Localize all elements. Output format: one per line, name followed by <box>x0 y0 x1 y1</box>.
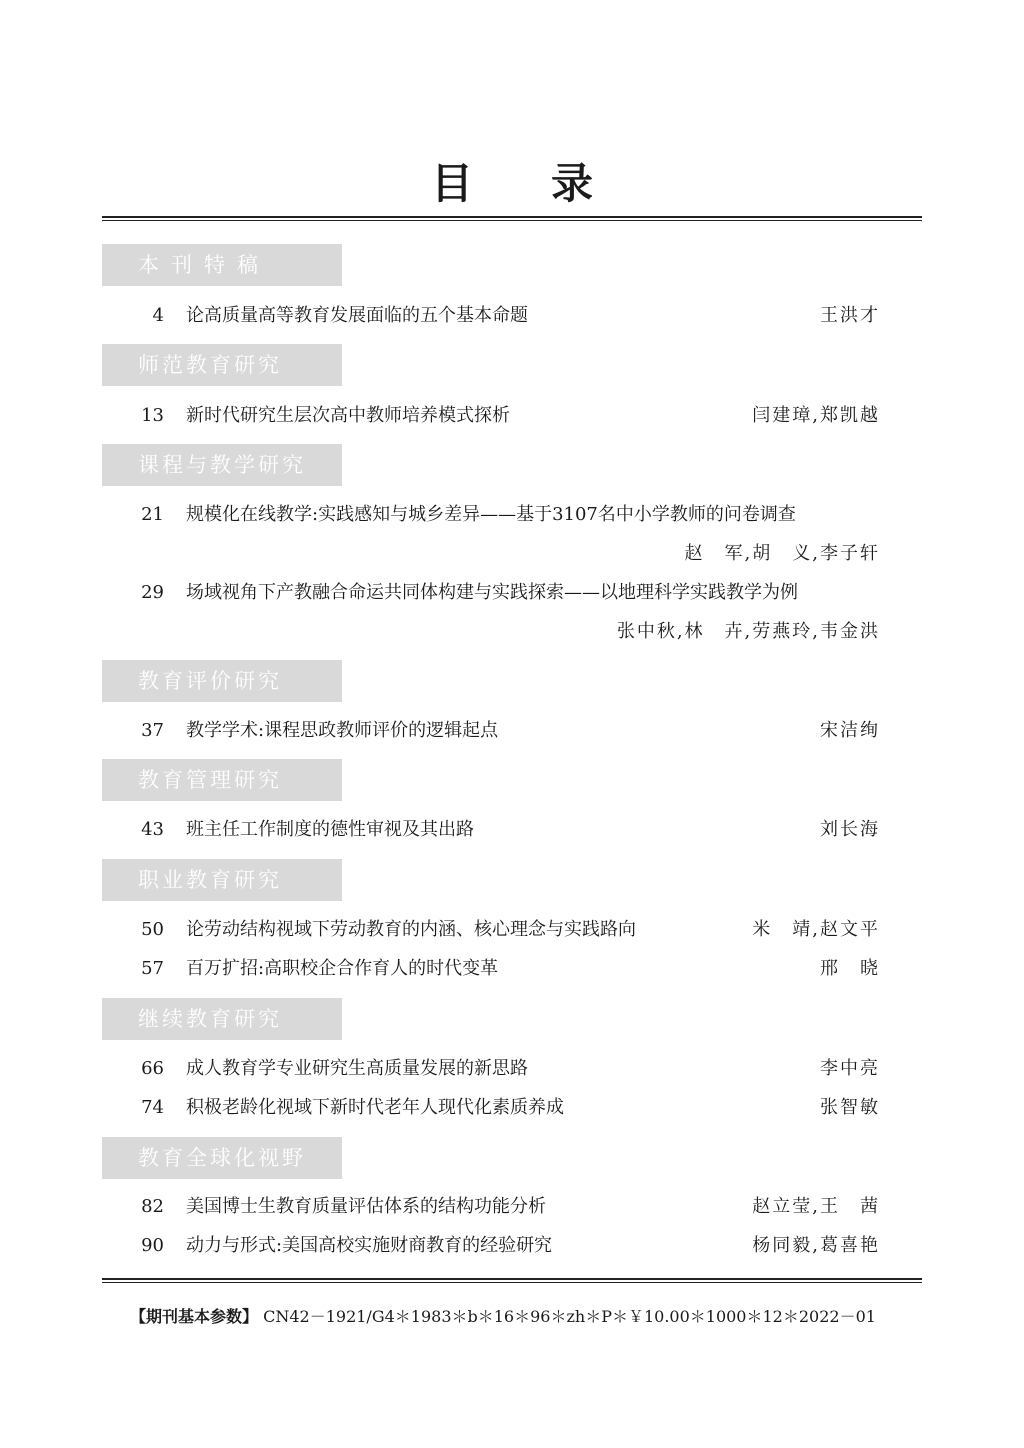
entry-author: 闫建璋,郑凯越 <box>752 405 880 426</box>
entry-title: 论高质量高等教育发展面临的五个基本命题 <box>186 305 528 326</box>
entry-title: 班主任工作制度的德性审视及其出路 <box>186 819 474 840</box>
entry-title: 百万扩招:高职校企合作育人的时代变革 <box>186 958 499 979</box>
section-header: 教育全球化视野 <box>102 1137 342 1179</box>
entry-page: 43 <box>141 819 164 840</box>
entry-page: 90 <box>141 1235 164 1256</box>
entry-title: 成人教育学专业研究生高质量发展的新思路 <box>186 1058 528 1079</box>
entry-page: 37 <box>141 720 164 741</box>
entry-page: 21 <box>141 504 164 525</box>
title-divider <box>102 216 922 221</box>
section-header: 教育管理研究 <box>102 759 342 801</box>
entry-page: 29 <box>141 582 164 603</box>
entry-author: 赵立莹,王 茜 <box>752 1196 880 1217</box>
entry-title: 规模化在线教学:实践感知与城乡差异——基于3107名中小学教师的问卷调查 <box>186 504 796 525</box>
entry-author: 邢 晓 <box>820 958 880 979</box>
toc-entry[interactable] <box>102 578 922 608</box>
page-title: 目录 <box>430 159 671 208</box>
journal-parameters <box>130 1304 890 1330</box>
entry-author: 王洪才 <box>820 305 880 326</box>
entry-author: 张智敏 <box>820 1097 880 1118</box>
entry-title: 场域视角下产教融合命运共同体构建与实践探索——以地理科学实践教学为例 <box>186 582 798 603</box>
entry-page: 66 <box>141 1058 164 1079</box>
entry-author: 米 靖,赵文平 <box>752 919 880 940</box>
entry-author: 宋洁绚 <box>820 720 880 741</box>
parameters-label: 【期刊基本参数】 <box>130 1307 259 1326</box>
entry-author: 张中秋,林 卉,劳燕玲,韦金洪 <box>616 621 880 642</box>
toc-entry[interactable] <box>102 1231 922 1261</box>
entry-author: 赵 军,胡 义,李子轩 <box>684 543 880 564</box>
entry-page: 82 <box>141 1196 164 1217</box>
entry-author: 李中亮 <box>820 1058 880 1079</box>
toc-entry[interactable] <box>102 1192 922 1222</box>
entry-page: 13 <box>141 405 164 426</box>
entry-page: 74 <box>141 1097 164 1118</box>
entry-author: 杨同毅,葛喜艳 <box>752 1235 880 1256</box>
entry-title: 论劳动结构视域下劳动教育的内涵、核心理念与实践路向 <box>186 919 636 940</box>
toc-entry-authors <box>102 539 922 569</box>
entry-page: 57 <box>141 958 164 979</box>
section-header: 职业教育研究 <box>102 859 342 901</box>
entry-title: 动力与形式:美国高校实施财商教育的经验研究 <box>186 1235 553 1256</box>
toc-entry[interactable] <box>102 1054 922 1084</box>
section-header: 本刊特稿 <box>102 244 342 286</box>
toc-entry[interactable] <box>102 915 922 945</box>
entry-title: 美国博士生教育质量评估体系的结构功能分析 <box>186 1196 546 1217</box>
toc-entry[interactable] <box>102 500 922 530</box>
entry-page: 4 <box>152 305 164 326</box>
entry-title: 积极老龄化视域下新时代老年人现代化素质养成 <box>186 1097 564 1118</box>
section-header: 继续教育研究 <box>102 998 342 1040</box>
toc-entry[interactable] <box>102 1093 922 1123</box>
entry-page: 50 <box>141 919 164 940</box>
entry-author: 刘长海 <box>820 819 880 840</box>
section-header: 师范教育研究 <box>102 344 342 386</box>
toc-entry[interactable] <box>102 815 922 845</box>
section-header: 教育评价研究 <box>102 660 342 702</box>
section-header: 课程与教学研究 <box>102 444 342 486</box>
entry-title: 新时代研究生层次高中教师培养模式探析 <box>186 405 510 426</box>
footer-divider <box>102 1278 922 1283</box>
toc-entry-authors <box>102 617 922 647</box>
parameters-value: CN42－1921/G4＊1983＊b＊16＊96＊zh＊P＊￥10.00＊1000＊12＊2022－01 <box>263 1307 876 1326</box>
toc-entry[interactable] <box>102 954 922 984</box>
entry-title: 教学学术:课程思政教师评价的逻辑起点 <box>186 720 499 741</box>
toc-entry[interactable] <box>102 401 922 431</box>
toc-entry[interactable] <box>102 716 922 746</box>
toc-entry[interactable] <box>102 301 922 331</box>
